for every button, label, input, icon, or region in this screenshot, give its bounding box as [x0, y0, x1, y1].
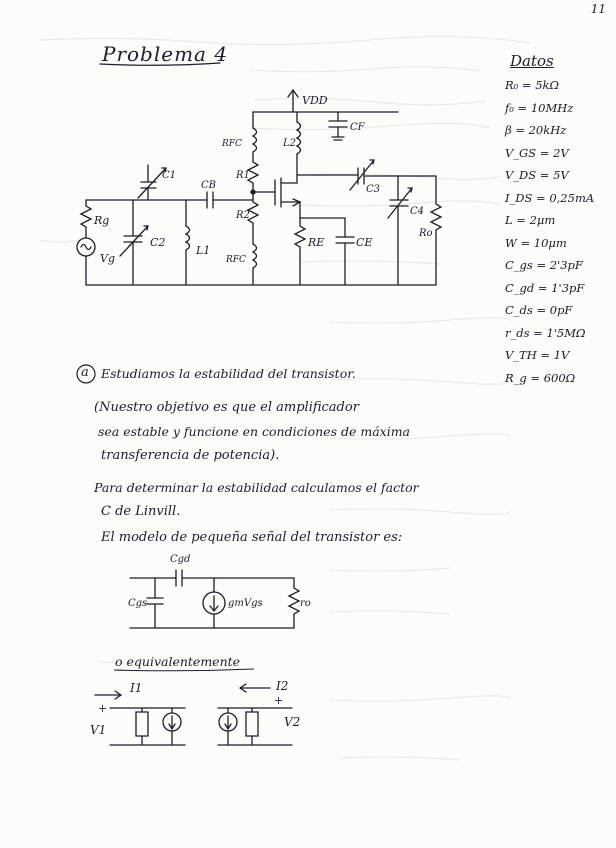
datos-item: L = 2μm [505, 213, 556, 227]
datos-item: r_ds = 1'5MΩ [505, 325, 586, 340]
datos-item: f₀ = 10MHz [505, 100, 574, 115]
datos-item: C_ds = 0pF [505, 303, 573, 317]
label-cf: CF [350, 122, 365, 133]
label-rg: Rg [94, 214, 110, 227]
label-l2: L2 [283, 138, 297, 149]
label-gmvgs: gmVgs [228, 598, 263, 609]
label-v1: V1 [90, 723, 107, 737]
page-number: 11 [590, 2, 606, 16]
label-ro: Ro [419, 228, 433, 239]
body-line-2: (Nuestro objetivo es que el amplificador [94, 400, 359, 415]
label-c1: C1 [162, 170, 177, 181]
label-vg: Vg [100, 252, 115, 265]
label-cb: CB [201, 180, 216, 191]
datos-item: β = 20kHz [505, 123, 567, 137]
label-cgd: Cgd [170, 554, 191, 565]
label-vdd: VDD [302, 94, 328, 107]
label-c3: C3 [366, 184, 381, 195]
label-l1: L1 [196, 244, 211, 257]
label-rfc-bottom: RFC [226, 255, 246, 265]
datos-heading: Datos [510, 52, 554, 70]
datos-item: R_g = 600Ω [505, 370, 576, 385]
datos-item: V_DS = 5V [505, 168, 569, 182]
body-line-5: Para determinar la estabilidad calculamos el factor [94, 480, 419, 495]
label-r2: R2 [236, 210, 250, 221]
datos-item: W = 10μm [505, 235, 567, 250]
body-line-6: C de Linvill. [101, 504, 181, 519]
datos-item: C_gd = 1'3pF [505, 280, 585, 295]
label-plus1: + [98, 702, 108, 715]
label-ce: CE [356, 236, 373, 249]
label-v2: V2 [284, 715, 301, 729]
label-c2: C2 [150, 236, 166, 249]
label-c4: C4 [410, 206, 425, 217]
problem-title: Problema 4 [102, 42, 229, 66]
label-r1: R1 [236, 170, 250, 181]
label-re: RE [308, 236, 325, 249]
label-i1: I1 [130, 681, 143, 695]
body-line-3: sea estable y funcione en condiciones de máxima [98, 424, 410, 439]
label-cgs: Cgs [128, 598, 148, 609]
datos-item: C_gs = 2'3pF [505, 258, 583, 272]
body-line-1: Estudiamos la estabilidad del transistor. [101, 366, 356, 381]
datos-item: R₀ = 5kΩ [505, 78, 560, 92]
label-plus2: + [274, 694, 284, 707]
item-letter: a [81, 365, 89, 380]
body-line-7: El modelo de pequeña señal del transistor es: [101, 530, 403, 545]
datos-item: I_DS = 0,25mA [505, 190, 595, 205]
label-rfc-top: RFC [222, 139, 242, 149]
datos-item: V_TH = 1V [505, 348, 570, 362]
body-line-8: o equivalentemente [115, 654, 241, 669]
body-line-4: transferencia de potencia). [101, 448, 280, 463]
label-ro-small: ro [300, 598, 311, 609]
datos-item: V_GS = 2V [505, 145, 569, 160]
label-i2: I2 [276, 679, 289, 693]
